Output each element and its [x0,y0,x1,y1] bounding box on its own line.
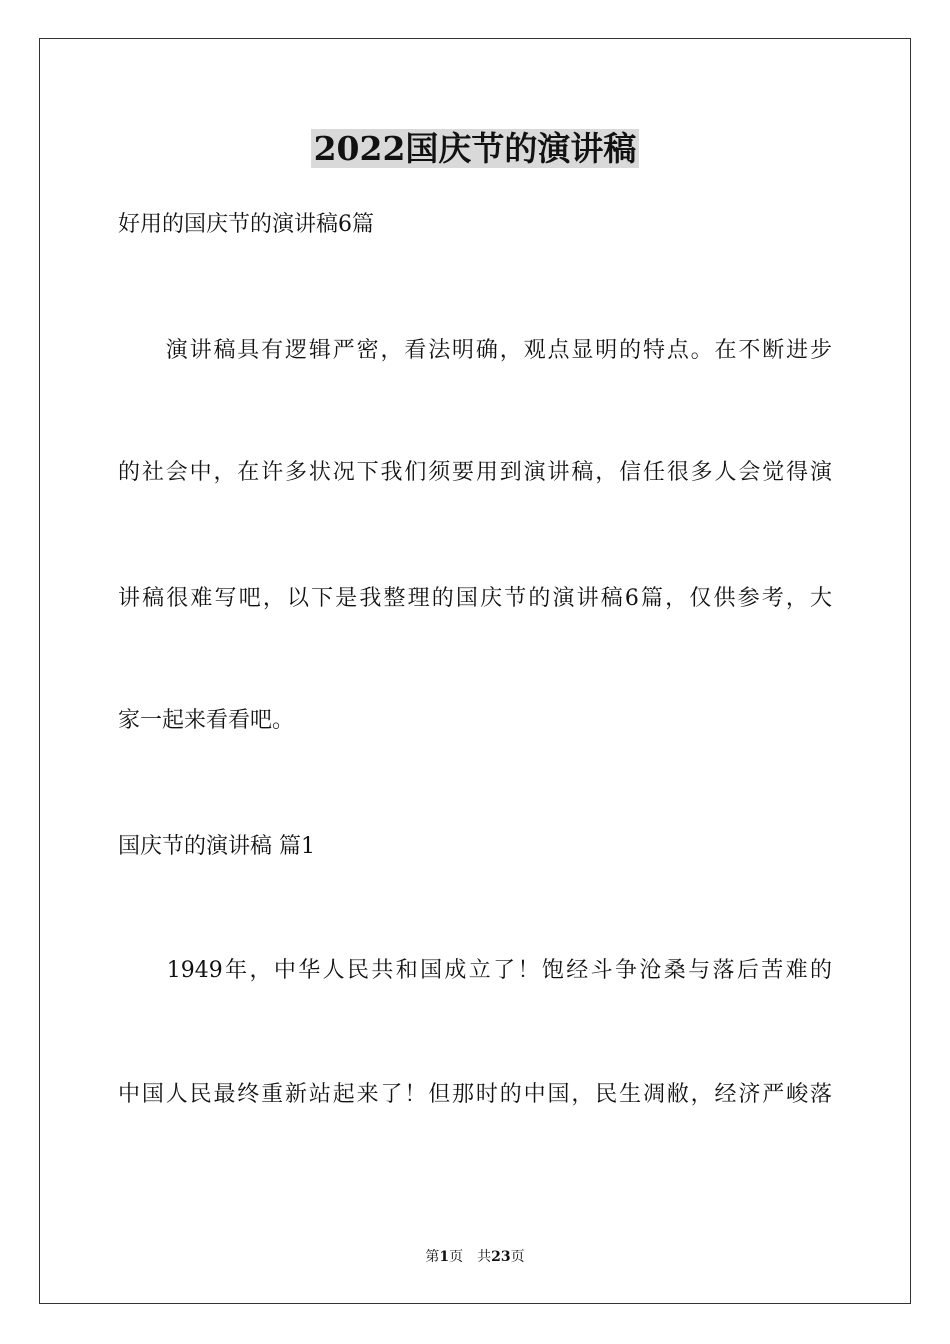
subtitle-line: 好用的国庆节的演讲稿6篇 [118,212,374,237]
total-prefix: 共 [477,1249,492,1265]
document-title [0,127,950,171]
paragraph-line: 1949年，中华人民共和国成立了！饱经斗争沧桑与落后苦难的 [118,958,832,983]
paragraph-line: 演讲稿具有逻辑严密，看法明确，观点显明的特点。在不断进步 [118,338,832,363]
total-suffix: 页 [510,1249,525,1265]
paragraph-line: 家一起来看看吧。 [118,708,295,733]
page-footer [0,1247,950,1267]
document-title-text: 2022国庆节的演讲稿 [311,129,640,168]
paragraph-line: 讲稿很难写吧，以下是我整理的国庆节的演讲稿6篇，仅供参考，大 [118,586,832,611]
section-heading: 国庆节的演讲稿 篇1 [118,834,315,859]
paragraph-line: 的社会中，在许多状况下我们须要用到演讲稿，信任很多人会觉得演 [118,460,832,485]
page-number: 1 [439,1249,450,1265]
page-suffix: 页 [449,1249,464,1265]
paragraph-line: 中国人民最终重新站起来了！但那时的中国，民生凋敝，经济严峻落 [118,1082,832,1107]
page-prefix: 第 [425,1249,440,1265]
total-pages: 23 [491,1249,511,1265]
